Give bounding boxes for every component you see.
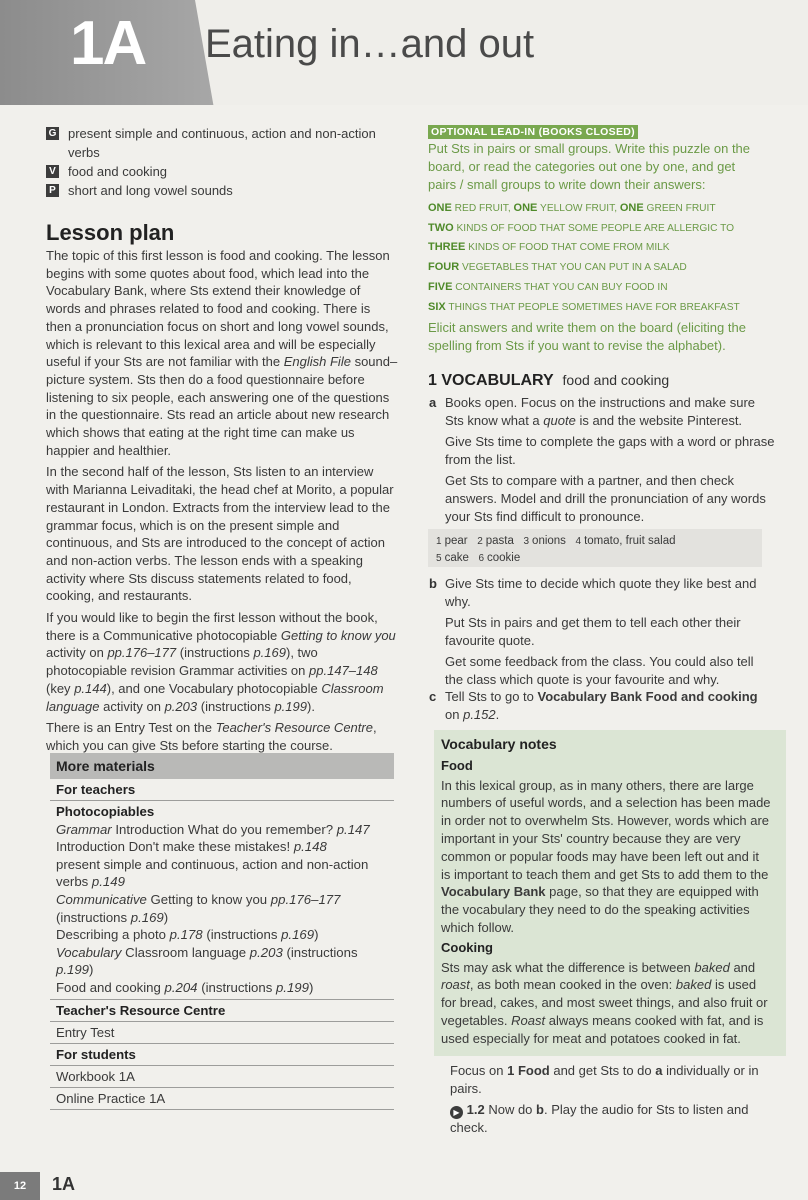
objective-text: food and cooking bbox=[68, 164, 168, 179]
objectives bbox=[46, 124, 386, 200]
step-b: b Give Sts time to decide which quote they like best and why. Put Sts in pairs and get them to tell each other their favourite quote. Get some feedback from the class. You could also tell the class which quote is your favourite and why. bbox=[429, 576, 757, 687]
photocopiables-label: Photocopiables bbox=[56, 804, 155, 819]
online-practice-item: Online Practice 1A bbox=[50, 1088, 394, 1110]
material-line: Food and cooking p.204 (instructions p.199) bbox=[56, 979, 314, 995]
step-c: c Tell Sts to go to Vocabulary Bank Food and cooking on p.152. bbox=[429, 689, 758, 722]
puzzle-line: SIX THINGS THAT PEOPLE SOMETIMES HAVE FOR BREAKFAST bbox=[428, 300, 740, 313]
trc-label: Teacher's Resource Centre bbox=[50, 1000, 394, 1022]
material-line: Describing a photo p.178 (instructions p.169) bbox=[56, 927, 319, 943]
for-teachers-label: For teachers bbox=[50, 779, 394, 801]
vocabulary-heading: 1 VOCABULARY food and cooking bbox=[428, 372, 670, 389]
material-line: Introduction Don't make these mistakes! p.148 bbox=[56, 839, 327, 855]
objective-text: short and long vowel sounds bbox=[68, 183, 233, 198]
lesson-plan-heading: Lesson plan bbox=[46, 220, 175, 245]
entry-test-link: Entry Test bbox=[50, 1022, 394, 1044]
photocopiables-section bbox=[50, 801, 394, 1000]
more-materials-box bbox=[50, 753, 394, 1110]
puzzle-line: TWO KINDS OF FOOD THAT SOME PEOPLE ARE ALLERGIC TO bbox=[428, 221, 735, 234]
lesson-paragraph-1: The topic of this first lesson is food and cooking. The lesson begins with some quotes about food, which lead into the Vocabulary Bank, where Sts extend their knowledge of words and phrases related to food and cooking. There is then a pronunciation focus on short and long vowel sounds, which is relevant to this lexical area and will be especially useful if your Sts are not familiar with the English File sound–picture system. Sts then do a food questionnaire before listening to six people, each answering one of the questions in the questionnaire. Sts read an article about new research which shows that eating at the right time can make us happier and healthier. bbox=[46, 248, 398, 458]
more-materials-heading: More materials bbox=[50, 753, 394, 779]
objective-vocabulary bbox=[46, 162, 386, 181]
material-line: Communicative Getting to know you pp.176–177 bbox=[56, 891, 341, 907]
cooking-subheading: Cooking bbox=[441, 939, 493, 955]
footer-unit: 1A bbox=[52, 1174, 76, 1194]
unit-number: 1A bbox=[70, 9, 146, 78]
objective-pronunciation bbox=[46, 181, 386, 200]
food-subheading: Food bbox=[441, 757, 473, 773]
page-title: Eating in…and out bbox=[205, 22, 535, 66]
lesson-paragraph-3: If you would like to begin the first lesson without the book, there is a Communicative photocopiable Getting to know you activity on pp.176–177 (instructions p.169), two photocopiable revision Grammar activities on pp.147–148 (key p.144), and one Vocabulary photocopiable Classroom language activity on p.203 (instructions p.199). bbox=[46, 610, 396, 714]
notes-heading: Vocabulary notes bbox=[441, 736, 557, 752]
material-line: Grammar Introduction What do you remember? p.147 bbox=[56, 821, 370, 837]
optional-lead-in-tag: OPTIONAL LEAD-IN (BOOKS CLOSED) bbox=[428, 125, 638, 139]
step-a: a Books open. Focus on the instructions and make sure Sts know what a quote is and the website Pinterest. Give Sts time to complete the gaps with a word or phrase from the list. Get Sts to compare with a partner, and then check answers. Model and drill the pronunciation of any words your Sts find difficult to pronounce. bbox=[429, 395, 775, 524]
page-number: 12 bbox=[0, 1172, 40, 1200]
elicit-text: Elicit answers and write them on the board (eliciting the spelling from Sts if you want to revise the alphabet). bbox=[428, 320, 746, 353]
grammar-badge: G bbox=[46, 127, 59, 140]
answer-key-box: 1 pear 2 pasta 3 onions 4 tomato, fruit salad 5 cake 6 cookie bbox=[428, 529, 762, 567]
for-students-label: For students bbox=[50, 1044, 394, 1066]
puzzle-line: FOUR VEGETABLES THAT YOU CAN PUT IN A SALAD bbox=[428, 261, 687, 274]
material-line: present simple and continuous, action and non-action verbs p.149 bbox=[56, 856, 369, 890]
vocabulary-notes-box bbox=[434, 730, 786, 1056]
puzzle-line: THREE KINDS OF FOOD THAT COME FROM MILK bbox=[428, 241, 670, 254]
vocabulary-badge: V bbox=[46, 165, 59, 178]
pronunciation-badge: P bbox=[46, 184, 59, 197]
audio-icon: ▶ bbox=[450, 1106, 463, 1119]
workbook-item: Workbook 1A bbox=[50, 1066, 394, 1088]
puzzle-line: FIVE CONTAINERS THAT YOU CAN BUY FOOD IN bbox=[428, 280, 668, 293]
puzzle-list bbox=[428, 199, 768, 317]
material-line: Vocabulary Classroom language p.203 (instructions p.199) bbox=[56, 944, 358, 978]
food-note: In this lexical group, as in many others, there are large numbers of useful words, and a selection has been made in order not to overwhelm Sts. However, words which are important in your Sts' country because they are very common or popular foods may have been left out and it is important to teach them and get Sts to add them to the Vocabulary Bank page, so that they are equipped with the vocabulary they need to do the speaking activities which follow. bbox=[441, 777, 771, 935]
objective-text: present simple and continuous, action and non-action verbs bbox=[68, 126, 376, 160]
optional-intro: Put Sts in pairs or small groups. Write this puzzle on the board, or read the categories out one by one, and get pairs / small groups to write down their answers: bbox=[428, 141, 751, 192]
lesson-paragraph-4: There is an Entry Test on the Teacher's Resource Centre, which you can give Sts before starting the course. bbox=[46, 720, 377, 753]
lesson-plan-body bbox=[46, 247, 398, 759]
puzzle-line: ONE RED FRUIT, ONE YELLOW FRUIT, ONE GREEN FRUIT bbox=[428, 202, 716, 214]
material-line: (instructions p.169) bbox=[56, 909, 169, 925]
cooking-note: Sts may ask what the difference is between baked and roast, as both mean cooked in the oven: baked is used for bread, cakes, and most sweet things, and also fruit or vegetables. Roast always means cooked with fat, and is used especially for meat and potatoes cooked in fat. bbox=[441, 959, 768, 1046]
focus-instruction: Focus on 1 Food and get Sts to do a individually or in pairs. ▶ 1.2 Now do b. Play the audio for Sts to listen and check. bbox=[450, 1063, 759, 1135]
objective-grammar bbox=[46, 124, 386, 162]
lesson-paragraph-2: In the second half of the lesson, Sts listen to an interview with Marianna Leivaditaki, the head chef at Morito, a popular restaurant in London. Extracts from the interview lead to the grammar focus, which is on the present simple and continuous, and Sts are introduced to the concept of action and non-action verbs. The lesson ends with a speaking activity where Sts discuss statements related to food, cooking, and restaurants. bbox=[46, 464, 394, 604]
